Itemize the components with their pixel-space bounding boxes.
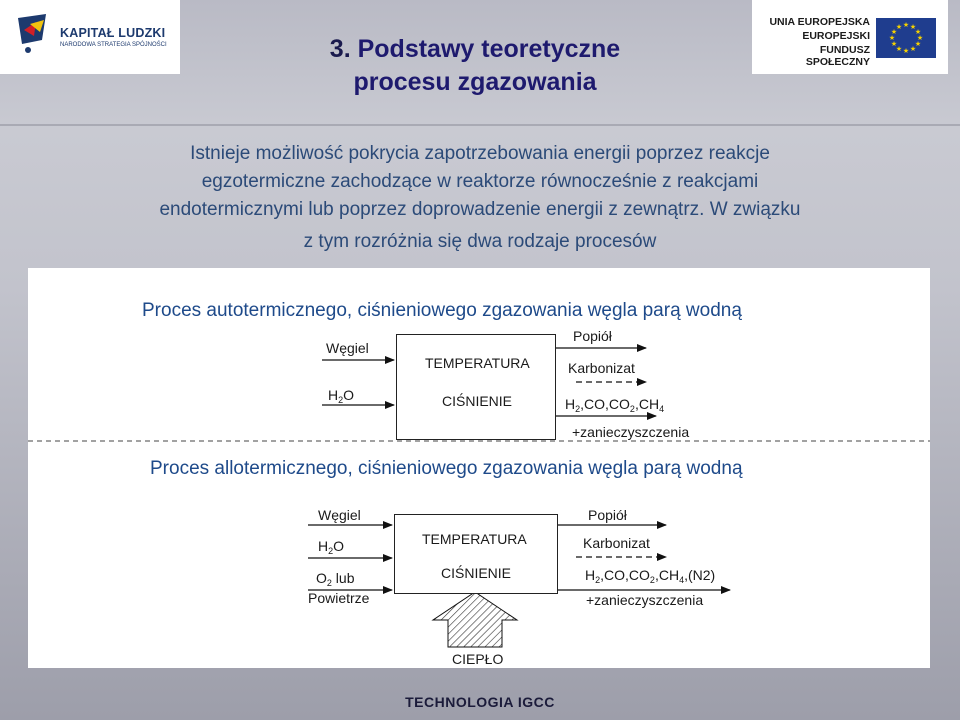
- d1-char-label: Karbonizat: [568, 360, 635, 376]
- heat-label: CIEPŁO: [452, 651, 504, 667]
- d2-oxygen-label: $O_2$ lub: [316, 570, 355, 588]
- svg-text:★: ★: [909, 45, 917, 53]
- intro-line2: egzotermiczne zachodzące w reaktorze równocześnie z reakcjami: [201, 171, 759, 192]
- svg-text:★: ★: [890, 40, 898, 48]
- page-title-line2: procesu zgazowania: [353, 68, 597, 96]
- d1-temperature-label: TEMPERATURA: [425, 355, 530, 371]
- d1-water-label: $H_2O$: [328, 387, 355, 405]
- d1-pressure-label: CIŚNIENIE: [442, 393, 513, 409]
- svg-text:★: ★: [916, 34, 924, 42]
- intro-line1: Istnieje możliwość pokrycia zapotrzebowania energii poprzez reakcje: [190, 143, 770, 164]
- d2-char-label: Karbonizat: [583, 535, 650, 551]
- svg-text:★: ★: [895, 23, 903, 31]
- eu-logo-line1: UNIA EUROPEJSKA: [769, 16, 870, 28]
- d1-coal-label: Węgiel: [326, 340, 369, 356]
- footer-title: TECHNOLOGIA IGCC: [405, 694, 555, 710]
- svg-text:★: ★: [902, 21, 910, 29]
- d1-impurities-label: +zanieczyszczenia: [572, 424, 690, 440]
- svg-text:★: ★: [914, 28, 922, 36]
- d2-ash-label: Popiół: [588, 507, 627, 523]
- d1-gas-label: $H_2,CO,CO_2,CH_4$: [565, 396, 665, 414]
- svg-text:★: ★: [895, 45, 903, 53]
- d2-pressure-label: CIŚNIENIE: [441, 565, 512, 581]
- d2-gas-label: $H_2,CO,CO_2,CH_4,(N2)$: [585, 567, 716, 585]
- svg-text:★: ★: [888, 34, 896, 42]
- kapital-ludzki-title: KAPITAŁ LUDZKI: [60, 26, 166, 40]
- title-text-line1: Podstawy teoretyczne: [357, 35, 621, 63]
- intro-line4: z tym rozróżnia się dwa rodzaje procesów: [303, 231, 657, 252]
- d2-coal-label: Węgiel: [318, 507, 361, 523]
- eu-logo-line2: EUROPEJSKI: [802, 30, 870, 42]
- d2-air-label: Powietrze: [308, 590, 370, 606]
- svg-text:★: ★: [914, 40, 922, 48]
- diagram1-title: Proces autotermicznego, ciśnieniowego zgazowania węgla parą wodną: [142, 300, 742, 321]
- d2-reactor-box: [394, 514, 558, 594]
- d2-temperature-label: TEMPERATURA: [422, 531, 527, 547]
- d2-impurities-label: +zanieczyszczenia: [586, 592, 704, 608]
- svg-text:★: ★: [909, 23, 917, 31]
- eu-logo-line3: FUNDUSZ SPOŁECZNY: [805, 44, 870, 68]
- d1-ash-label: Popiół: [573, 328, 612, 344]
- kapital-ludzki-subtitle: NARODOWA STRATEGIA SPÓJNOŚCI: [60, 42, 167, 48]
- intro-line3: endotermicznymi lub poprzez doprowadzenie energii z zewnątrz. W związku: [159, 199, 801, 220]
- diagram2-title: Proces allotermicznego, ciśnieniowego zgazowania węgla parą wodną: [150, 458, 743, 479]
- heat-arrow-icon: [433, 592, 517, 647]
- d2-water-label: $H_2O$: [318, 538, 345, 556]
- svg-text:★: ★: [890, 28, 898, 36]
- svg-text:★: ★: [902, 47, 910, 55]
- title-number: 3.: [329, 35, 351, 63]
- d1-reactor-box: [396, 334, 556, 440]
